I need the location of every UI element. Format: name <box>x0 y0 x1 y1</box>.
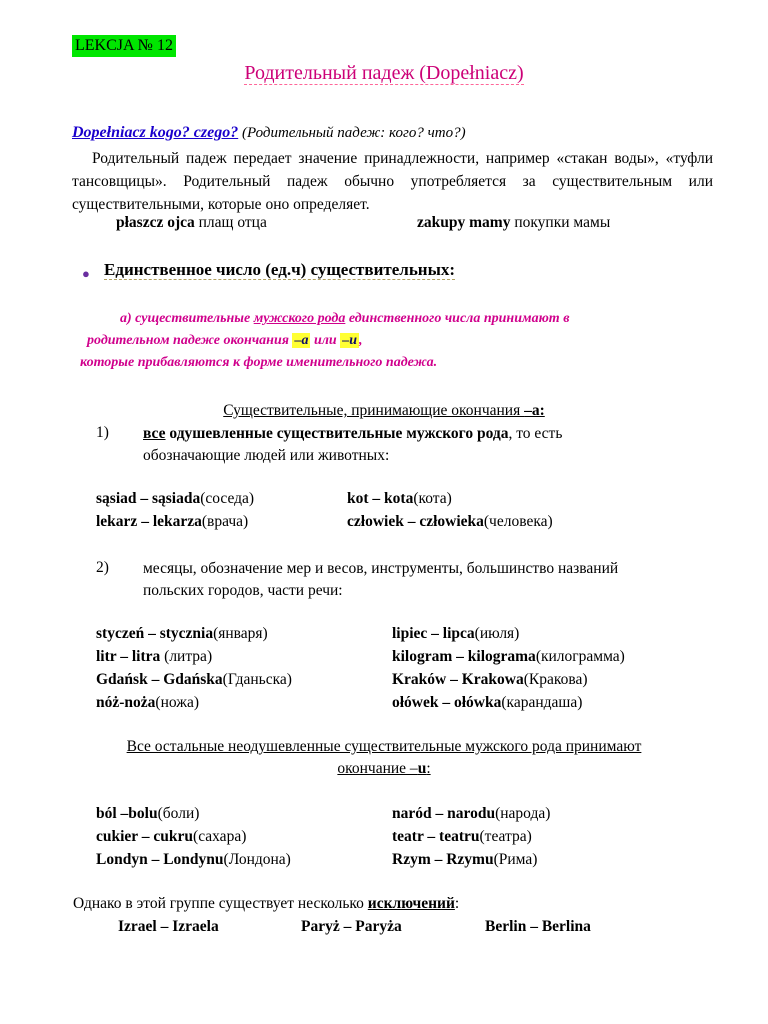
item-1-number: 1) <box>96 424 109 441</box>
rule-line-3: которые прибавляются к форме именительного падежа. <box>80 355 438 370</box>
question-ru: (Родительный падеж: кого? что?) <box>238 125 466 141</box>
exception-2: Paryż – Paryża <box>301 918 402 935</box>
item-1-line-1: все одушевленные существительные мужского рода, то есть <box>143 425 563 442</box>
exception-3: Berlin – Berlina <box>485 918 591 935</box>
word-pair: teatr – teatru(театра) <box>392 828 532 845</box>
word-pair: Londyn – Londynu(Лондона) <box>96 851 291 868</box>
word-pair: lipiec – lipca(июля) <box>392 625 520 642</box>
lesson-number: LEKCJA № 12 <box>72 35 176 57</box>
word-pair: cukier – cukru(сахара) <box>96 828 247 845</box>
word-pair: kot – kota(кота) <box>347 490 452 507</box>
word-pair: Kraków – Krakowa(Кракова) <box>392 671 588 688</box>
item-2-number: 2) <box>96 559 109 576</box>
page-title: Родительный падеж (Dopełniacz) <box>244 62 524 84</box>
header-question <box>72 124 466 142</box>
subheading-a: Существительные, принимающие окончания –a: <box>223 402 545 419</box>
item-1-line-2: обозначающие людей или животных: <box>143 447 390 464</box>
word-pair: styczeń – stycznia(января) <box>96 625 268 642</box>
word-pair: kilogram – kilograma(килограмма) <box>392 648 625 665</box>
word-pair: nóż-noża(ножа) <box>96 694 199 711</box>
ending-a: –a <box>294 333 309 348</box>
word-pair: sąsiad – sąsiada(соседа) <box>96 490 255 507</box>
question-pl: Dopełniacz kogo? czego? <box>72 124 239 141</box>
word-pair: ołówek – ołówka(карандаша) <box>392 694 583 711</box>
word-pair: ból –bolu(боли) <box>96 805 200 822</box>
exception-1: Izrael – Izraela <box>118 918 219 935</box>
item-2-line-2: польских городов, части речи: <box>143 582 343 599</box>
rule-line-2: родительном падеже окончания –a или –u , <box>87 333 363 348</box>
intro-paragraph: Родительный падеж передает значение принадлежности, например «стакан воды», «туфли тансовщицы». Родительный падеж обычно употребляется за существительным или существительными, которые оно определяет. <box>72 150 713 213</box>
subheading-u-line-2: окончание –u: <box>337 760 431 777</box>
subheading-u-line-1: Все остальные неодушевленные существительные мужского рода принимают <box>126 738 642 755</box>
word-pair: Gdańsk – Gdańska(Гданьска) <box>96 671 292 688</box>
exceptions-intro: Однако в этой группе существует несколько исключений: <box>73 895 460 912</box>
ending-u: –u <box>342 333 358 348</box>
word-pair: człowiek – człowieka(человека) <box>347 513 553 530</box>
section-title: Единственное число (ед.ч) существительных: <box>104 260 456 279</box>
rule-line-1: а) существительные мужского рода единственного числа принимают в <box>120 311 570 326</box>
example-1: płaszcz ojca плащ отца <box>116 214 267 231</box>
example-2: zakupy mamy покупки мамы <box>417 214 611 231</box>
bullet-icon: ● <box>82 266 90 281</box>
word-pair: naród – narodu(народа) <box>392 805 551 822</box>
word-pair: litr – litra (литра) <box>96 648 213 665</box>
word-pair: Rzym – Rzymu(Рима) <box>392 851 538 868</box>
item-2-line-1: месяцы, обозначение мер и весов, инструменты, большинство названий <box>143 560 619 577</box>
word-pair: lekarz – lekarza(врача) <box>96 513 249 530</box>
